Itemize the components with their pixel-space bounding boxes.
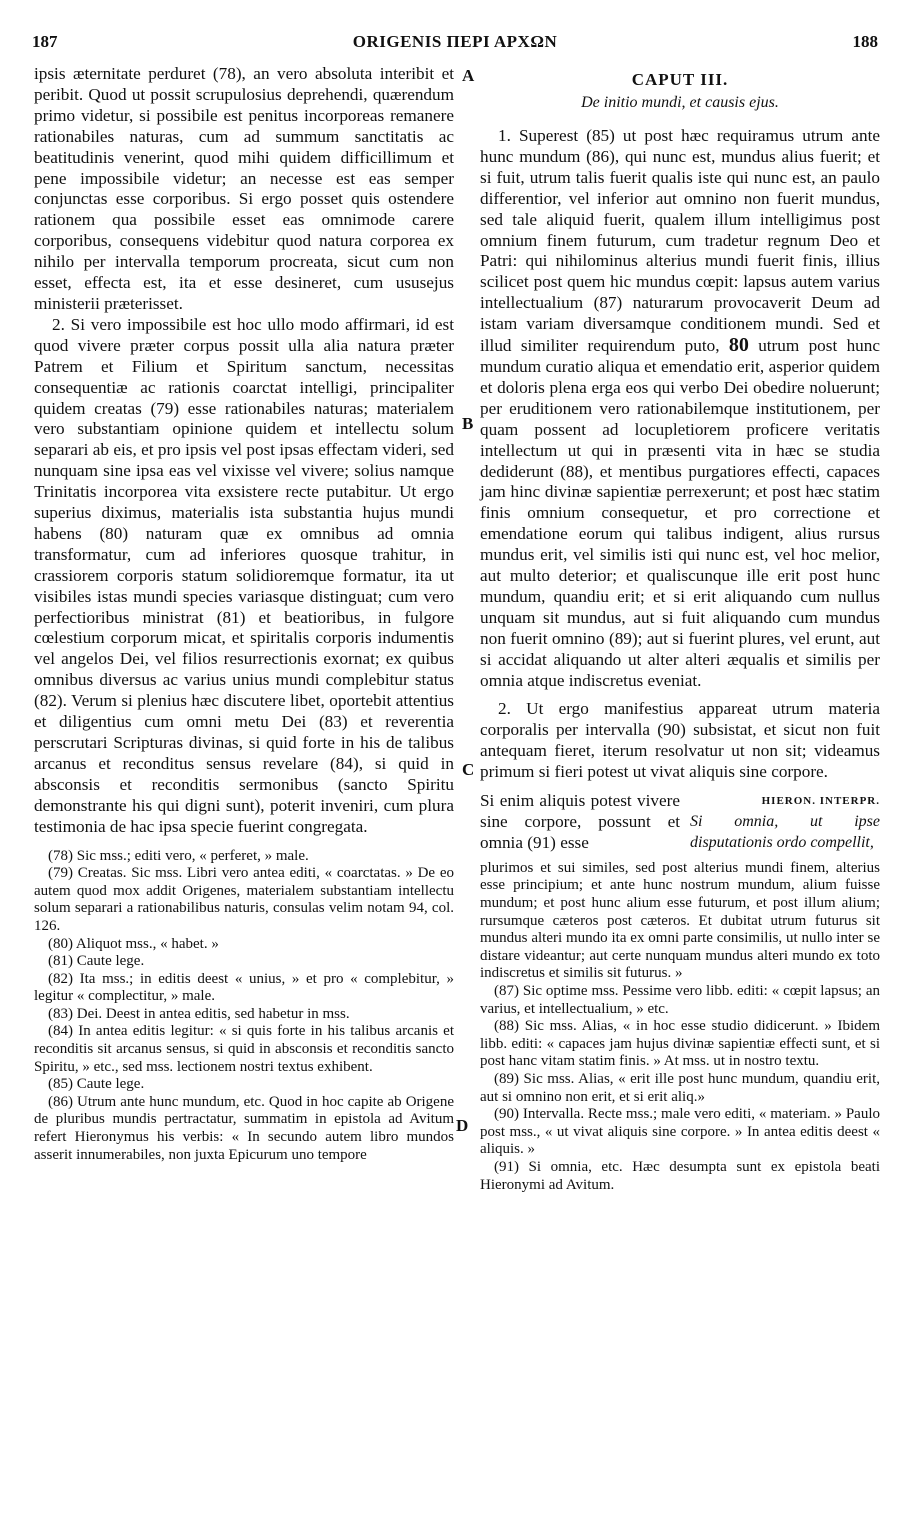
left-page-number: 187 (32, 32, 58, 51)
margin-letter-a: A (462, 66, 475, 85)
footnote-79: (79) Creatas. Sic mss. Libri vero antea editi, « coarctatas. » De eo autem quod mox addit Origenes, materialem substantiam intellectu solum separari a rationabilibus naturis, consulas velim notam 94, col. 126. (34, 865, 454, 934)
left-paragraph-2: 2. Si vero impossibile est hoc ullo modo affirmari, id est quod vivere præter corpus possit ulla alia natura præter Patrem et Filium et Spiritum sanctum, necessitas consequentiæ ac rationis coarctat intelligi, principaliter quidem creatas (79) esse rationabiles naturas; materialem vero substantiam opinione quidem et intellectu solum separari ab eis, et pro ipsis vel post ipsas effectam videri, sed nunquam sine ipsa eas vel vixisse vel vivere; solius namque Trinitatis incorporea vita exsistere recte putabitur. Ut ergo superius diximus, materialis ista substantia hujus mundi habens (80) naturam quæ ex omnibus ad omnia transformatur, cum ad inferiores quosque trahitur, in crassiorem corporis statum solidioremque formatur, ita ut visibiles istas mundi species variasque distinguat; cum vero perfectioribus ministrat (81) et beatioribus, in fulgore cœlestium corporum micat, et spiritalis corporis indumentis vel angelos Dei, vel filios resurrectionis exornat; ex quibus omnibus diversus ac varius unius mundi complebitur status (82). Verum si plenius hæc discutere libet, oportebit attentius et diligentius cum omni metu Dei (83) et reverentia perscrutari Scripturas divinas, si quid forte in his de talibus arcanus et reconditus sensus revelare (84), si quid in absconsis et reconditis sermonibus (sancto Spiritu demonstrante his qui digni sunt), poterit inveniri, cum plura testimonia de hac ipsa specie fuerint congregata. (34, 314, 454, 836)
right-paragraph-1-text-a: 1. Superest (85) ut post hæc requiramus utrum ante hunc mundum (86), qui nunc est, mundus alius fuerit; et si fuit, utrum talis fuerit qualis iste qui nunc est, an paulo differentior, vel inferior aut omnino non fuerit mundus, sed tale aliquid fuerit, qualem illum intelligimus post omnium finem futurum, cum tradetur regnum Deo et Patri: qui nihilominus alterius mundi fuerit finis, illius scilicet post quem hic mundus cœpit: lapsus autem varius intellectualium (87) naturarum provocaverit Deum ad istam variam diversamque conditionem mundi. Sed et illud similiter requirendum puto, (480, 126, 880, 356)
left-paragraph-1: ipsis æternitate perduret (78), an vero absoluta interibit et peribit. Quod ut possit scrupulosius deprehendi, quærendum primo videtur, si possibile est penitus incorporeas remanere rationabiles naturas, cum ad summum sanctitatis ac beatitudinis venerint, quod mihi quidem difficillimum et pene impossibile videtur; an necesse est eas semper conjunctas esse corporibus. Si ergo posset quis ostendere rationem qua possibile esset eas omnimode carere corporibus, consequens videbitur quod natura corporea ex nihilo per intervalla temporum procreata, sicut cum non esset, effecta est, ita et esse desineret, cum ususejus ministerii præterisset. (34, 64, 454, 313)
margin-letter-b: B (462, 414, 474, 433)
parallel-latin: Si enim aliquis potest vivere sine corpore, possunt et omnia (91) esse (480, 791, 680, 852)
chapter-heading: CAPUT III. (631, 70, 729, 89)
footnote-90: (90) Intervalla. Recte mss.; male vero editi, « materiam. » Paulo post mss., « ut vivat aliquis sine corpore. » In antea editis deest « aliquis. » (480, 1106, 880, 1158)
hieronymus-interpretation (690, 791, 880, 854)
footnote-91: (91) Si omnia, etc. Hæc desumpta sunt ex epistola beati Hieronymi ad Avitum. (480, 1158, 880, 1193)
right-note-continuation: plurimos et sui similes, sed post alterius mundi finem, alterius esse principium; et ante hunc nostrum mundum, alium fuisse mundum; et post hunc alium esse futurum, et post illum alium; rursumque cæteros post cæteros. Et dubitat utrum futurus sit mundus alteri mundo ita ex omni parte consimilis, ut nullo inter se distare videantur; aut certe nunquam mundus alteri mundo ex toto indiscretus et similis sit futurus. » (480, 859, 880, 982)
footnote-83: (83) Dei. Deest in antea editis, sed habetur in mss. (48, 1005, 350, 1022)
parallel-text (480, 791, 880, 854)
footnote-84: (84) In antea editis legitur: « si quis forte in his talibus arcanis et reconditis sit arcanus sensus, si quid in absconsis et reconditis sancto Spiritu, » etc., sed mss. lectionem nostri textus exhibent. (34, 1023, 454, 1075)
footnote-78: (78) Sic mss.; editi vero, « perferet, » male. (48, 847, 309, 864)
column-number-80: 80 (728, 334, 749, 357)
chapter-subtitle: De initio mundi, et causis ejus. (581, 94, 779, 111)
footnote-86: (86) Utrum ante hunc mundum, etc. Quod in hoc capite ab Origene de pluribus mundis pertractatur, summatim in epistola ad Avitum refert Hieronymus his verbis: « In secundo autem libro mundos asserit innumerabiles, non juxta Epicurum uno tempore (34, 1093, 454, 1163)
footnote-87: (87) Sic optime mss. Pessime vero libb. editi: « cœpit lapsus; an varius, et intellectualium, » etc. (480, 982, 880, 1017)
right-page-number: 188 (852, 32, 878, 51)
right-column (480, 64, 880, 1194)
running-title: ORIGENIS ΠΕΡΙ ΑΡΧΩΝ (352, 32, 558, 51)
margin-letter-c: C (462, 760, 475, 779)
footnote-85: (85) Caute lege. (48, 1076, 145, 1093)
margin-letter-d: D (456, 1116, 469, 1135)
right-paragraph-2: 2. Ut ergo manifestius appareat utrum materia corporalis per intervalla (90) subsistat, et sicut non fuit antequam fieret, iterum resolvatur ut non sit; videamus primum si fieri potest ut vivat aliquis sine corpore. (480, 699, 880, 782)
footnote-82: (82) Ita mss.; in editis deest « unius, » et pro « complebitur, » legitur « complectitur, » male. (34, 970, 454, 1005)
right-paragraph-1-text-b: utrum post hunc mundum curatio aliqua et emendatio erit, asperior quidem et doloris plena erga eos qui verbo Dei obedire noluerunt; per eruditionem vero rationabilemque institutionem, per quam possent ad locupletiorem proficere veritatis intellectum ut qui in præsenti vita in hæc se studia dediderunt (88), et mentibus purgatiores effecti, capaces jam hinc divinæ sapientiæ perrexerunt; et post hæc statim finis omnium consequetur, et pro correctione et emendatione eorum qui talibus indigent, alius rursus mundus erit, vel similis isti qui nunc est, vel hoc melior, aut multo deterior; et qualiscunque ille erit post hunc mundum, quandiu erit; et si erit aliquando cum nullus unquam sit mundus, aut si fuit aliquando cum mundus non fuerit omnino (89); aut si fuerint plures, vel erunt, aut si accidat aliquando ut alter alteri æqualis et similis per omnia atque indiscretus eveniat. (480, 336, 880, 690)
hieronymus-text: Si omnia, ut ipse disputationis ordo compellit, (690, 813, 880, 851)
left-footnotes (34, 848, 454, 1165)
hieronymus-heading: HIERON. INTERPR. (761, 795, 880, 808)
left-column (34, 64, 454, 1164)
right-notes (480, 860, 880, 1194)
footnote-89: (89) Sic mss. Alias, « erit ille post hunc mundum, quandiu erit, aut si omnino non erit, et si erit aliq.» (480, 1070, 880, 1105)
right-paragraph-1 (480, 126, 880, 691)
footnote-88: (88) Sic mss. Alias, « in hoc esse studio didicerunt. » Ibidem libb. editi: « capaces jam hujus divinæ sapientiæ effecti sunt, et si post hanc vitam statim finis. » At mss. ut in nostro textu. (480, 1018, 880, 1070)
footnote-80: (80) Aliquot mss., « habet. » (48, 935, 219, 952)
page-header (32, 32, 878, 56)
footnote-81: (81) Caute lege. (48, 953, 145, 970)
